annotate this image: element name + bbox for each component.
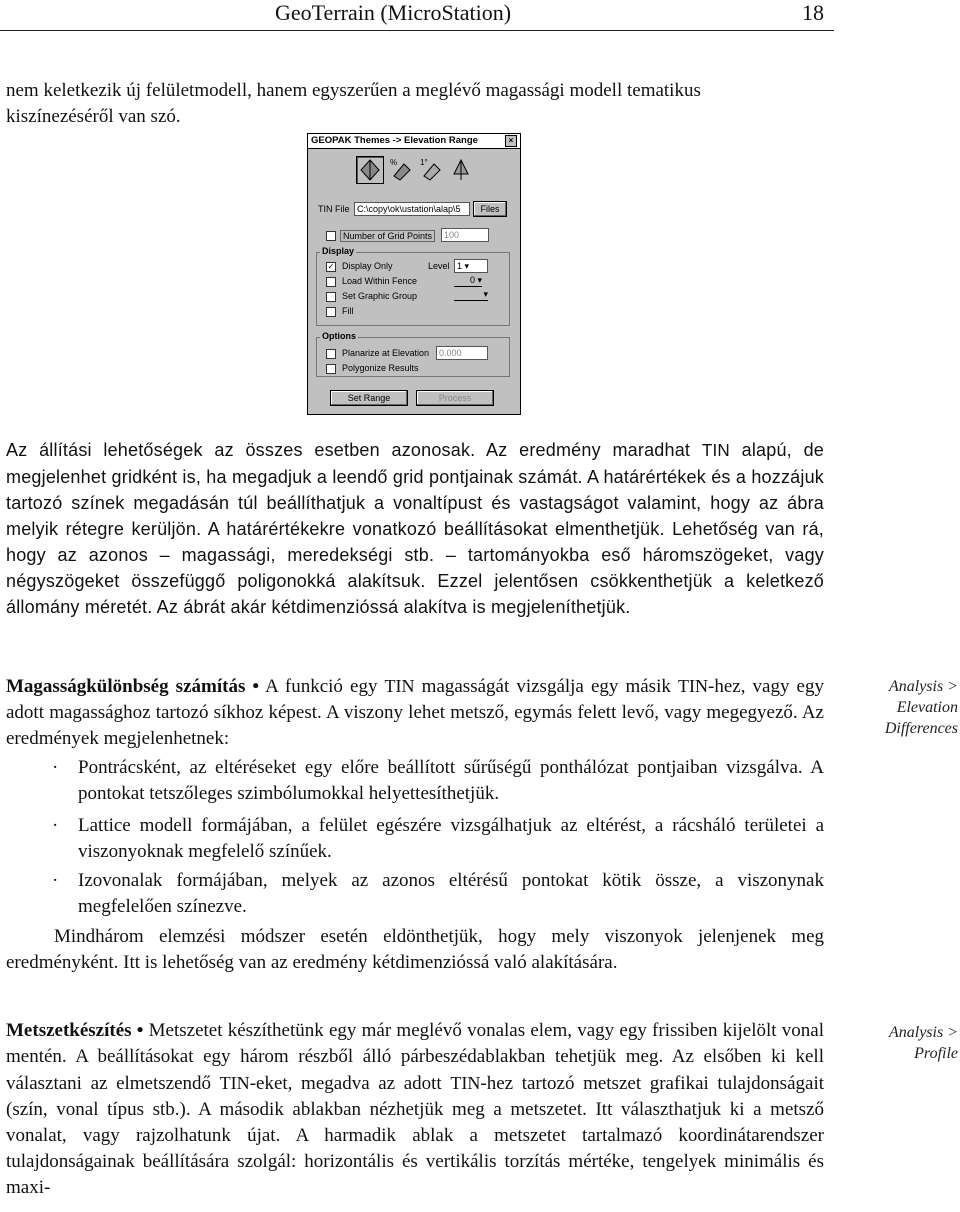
slope-tool-icon[interactable] (388, 156, 414, 182)
settings-text-b: alapú, de megjelenhet gridként is, ha megadjuk a leendő grid pontjainak számát. A határértékek és a hozzájuk tartozó színek megadásán túl beállíthatjuk a vonaltípust és vastagságot valamint, hogy az ábra melyik rétegre kerüljön. A határértékekre vonatkozó beállításokat elmenthetjük. Lehetőség van rá, hogy az azonos – magassági, meredekségi stb. – tartományokba eső háromszögeket, vagy négyszögeket összefüggő poligonokká alakítsuk. Ezzel jelentősen csökkenthetjük a keletkező állomány méretét. Az ábrát akár kétdimenzióssá alakítva is megjeleníthetjük. (6, 440, 824, 617)
section2-text-c: -hez tartozó metszet grafikai tulajdonságait (szín, vonal típus stb.). A második ablakban nézhetjük meg a metszetet. Itt választhatjuk ki a metsző vonalat, vagy rajzolhatunk újat. A harmadik ablak a metszetet tartalmazó koordinátarendszer tulajdonságainak beállítására szolgál: horizontális és vertikális torzítás mértéke, tengelyek minimális és maxi- (6, 1073, 825, 1198)
elevation-difference-heading: Magasságkülönbség számítás • (6, 676, 260, 697)
list-item-text: Pontrácsként, az eltéréseket egy előre beállított sűrűségű ponthálózat pontjaiban vizsgálva. A pontokat tetszőleges szimbólumokkal helyettesíthetjük. (78, 757, 824, 804)
drape-tool-icon[interactable] (448, 156, 474, 182)
weight-value: 0 (469, 275, 475, 285)
grid-points-checkbox[interactable] (326, 231, 336, 241)
chevron-down-icon: ▾ (477, 275, 482, 285)
elevation-difference-paragraph (6, 673, 824, 752)
display-only-label: Display Only (342, 261, 393, 271)
list-item-text: Izovonalak formájában, melyek az azonos eltérésű pontokat kötik össze, a viszonynak megfelelően színezve. (78, 870, 824, 917)
section1-text-b: magasságát vizsgálja egy másik (414, 676, 678, 697)
display-group-label: Display (322, 246, 355, 256)
margin-note-elevation-differences: Analysis > Elevation Differences (884, 678, 958, 737)
line-style-select[interactable] (454, 289, 488, 301)
fill-checkbox[interactable] (326, 307, 336, 317)
settings-text-a: Az állítási lehetőségek az összes esetben azonosak. Az eredmény maradhat (6, 440, 702, 460)
load-within-fence-checkbox[interactable] (326, 277, 336, 287)
intro-paragraph: nem keletkezik új felületmodell, hanem egyszerűen a meglévő magassági modell tematikus kiszínezéséről van szó. (6, 80, 701, 127)
planarize-input[interactable]: 0.000 (436, 346, 488, 360)
tin-file-label: TIN File (318, 204, 350, 214)
planarize-label: Planarize at Elevation (342, 348, 430, 358)
dialog-title: GEOPAK Themes -> Elevation Range (311, 135, 478, 146)
section2-text-a: Metszetet készíthetünk egy már meglévő vonalas elem, vagy egy frissiben kijelölt vonal mentén. A beállításokat egy három részből álló párbeszédablakban tehetjük meg. Az elsőben ki kell választani az elmetszendő (6, 1020, 824, 1094)
load-within-fence-label: Load Within Fence (342, 276, 418, 286)
profile-paragraph (6, 1018, 824, 1201)
list-item (6, 813, 824, 865)
chevron-down-icon: ▾ (483, 289, 488, 299)
svg-text:%: % (390, 158, 398, 167)
tin-term: TIN (677, 676, 708, 696)
bullet-mark: · (52, 757, 59, 778)
tin-term: TIN (219, 1073, 250, 1093)
profile-heading: Metszetkészítés • (6, 1020, 144, 1041)
elevation-difference-closing: Mindhárom elemzési módszer esetén eldönthetjük, hogy mely viszonyok jelenjenek meg eredményként. Itt is lehetőség van az eredmény kétdimenzióssá való alakítására. (6, 926, 824, 973)
tin-file-input[interactable]: C:\copy\ok\ustation\alap\5 (354, 202, 470, 216)
polygonize-label: Polygonize Results (342, 363, 419, 373)
polygonize-checkbox[interactable] (326, 364, 336, 374)
list-item-text: Lattice modell formájában, a felület egészére vizsgálhatjuk az eltérést, a rácsháló területei a viszonyoknak megfelelő színűek. (78, 815, 824, 862)
list-item (6, 868, 824, 920)
dialog-titlebar (308, 134, 520, 149)
elevation-tool-icon[interactable] (356, 156, 384, 184)
bullet-mark: · (52, 815, 59, 836)
options-group-label: Options (322, 331, 356, 341)
fill-label: Fill (342, 306, 354, 316)
planarize-checkbox[interactable] (326, 349, 336, 359)
tin-term: TIN (450, 1073, 481, 1093)
close-icon[interactable]: × (505, 135, 517, 147)
aspect-tool-icon[interactable] (418, 156, 444, 182)
section1-text-a: A funkció egy (259, 676, 385, 697)
level-value: 1 (457, 261, 463, 271)
tin-term: TIN (384, 676, 415, 696)
set-range-button[interactable]: Set Range (330, 390, 408, 406)
process-button[interactable]: Process (416, 390, 494, 406)
files-button[interactable]: Files (473, 201, 507, 217)
bullet-mark: · (52, 870, 59, 891)
section2-text-b: -eket, megadva az adott (249, 1073, 451, 1094)
display-only-checkbox[interactable]: ✓ (327, 262, 335, 271)
list-item (6, 755, 824, 807)
tin-term: TIN (701, 441, 730, 460)
svg-text:1°: 1° (420, 158, 428, 167)
settings-paragraph (6, 437, 824, 620)
level-select[interactable] (454, 259, 488, 273)
set-graphic-group-label: Set Graphic Group (342, 291, 418, 301)
grid-points-label: Number of Grid Points (340, 230, 435, 242)
section1-text-c: -hez, vagy egy adott magassághoz tartozó síkhoz képest. A viszony lehet metsző, egymás felett levő, vagy megegyező. Az eredmények megjelenhetnek: (6, 676, 824, 749)
page-number: 18 (802, 0, 824, 25)
weight-select[interactable] (454, 275, 482, 287)
level-label: Level (428, 261, 450, 271)
elevation-range-dialog (307, 133, 521, 415)
running-header (0, 0, 834, 31)
set-graphic-group-checkbox[interactable] (326, 292, 336, 302)
grid-points-input[interactable]: 100 (441, 228, 489, 242)
header-title: GeoTerrain (MicroStation) (275, 0, 512, 25)
chevron-down-icon: ▾ (464, 261, 470, 271)
margin-note-profile: Analysis > Profile (888, 1024, 958, 1062)
